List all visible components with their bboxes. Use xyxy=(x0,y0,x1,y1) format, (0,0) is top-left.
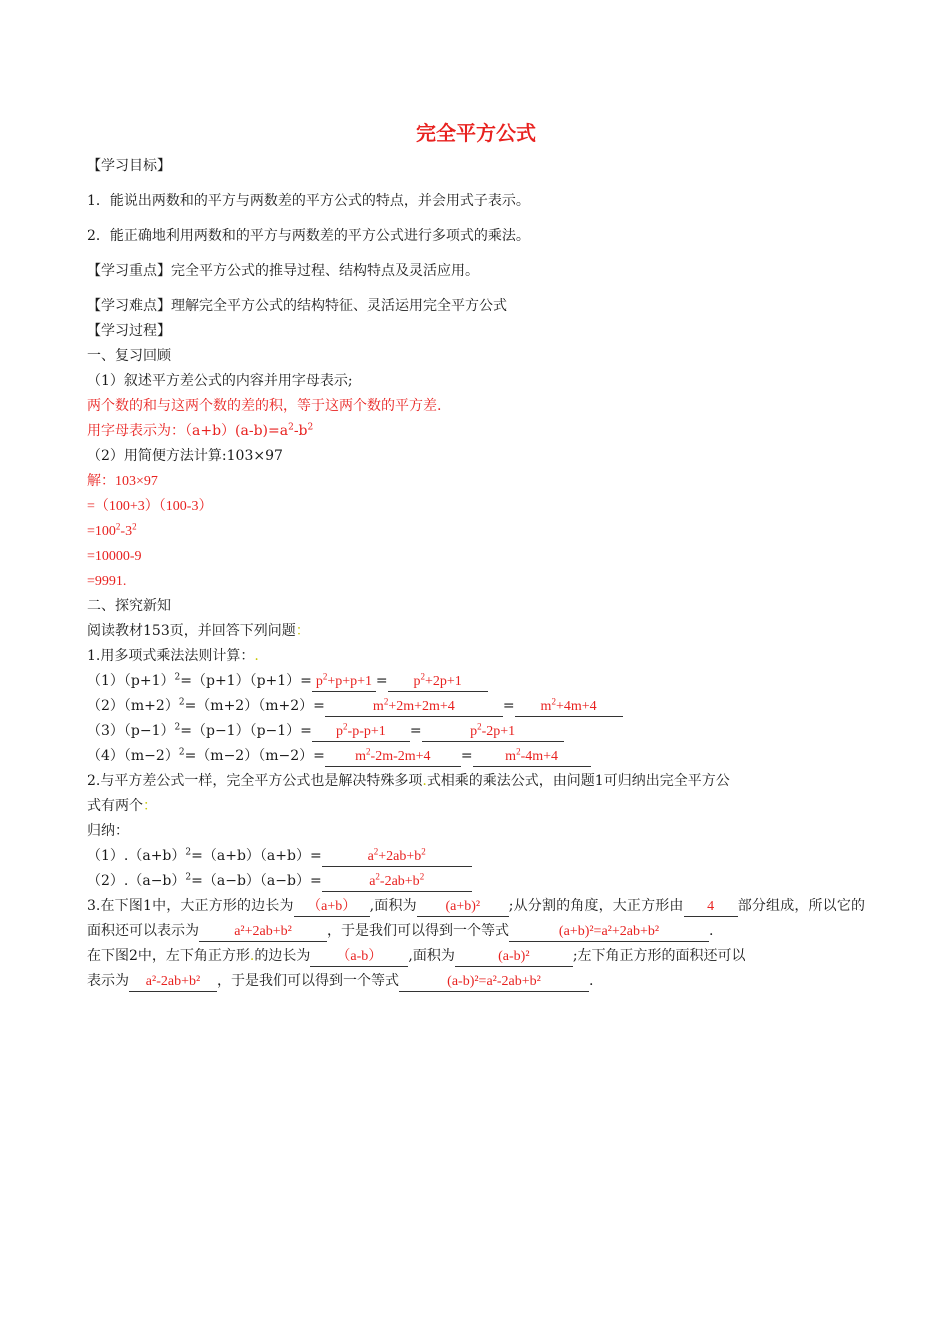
task-3-fig2-text-2: ,面积为 xyxy=(408,948,455,964)
review-question-1: （1）叙述平方差公式的内容并用字母表示; xyxy=(87,373,353,389)
calc-row-3-mid: =（p−1）（p−1）= xyxy=(180,723,312,739)
summary-2-lhs: （2）.（a−b） xyxy=(87,873,186,889)
explore-read-text: 阅读教材153页，并回答下列问题 xyxy=(87,623,296,639)
task-3-blank-expression: a²+2ab+b² xyxy=(199,923,327,942)
task-3-fig2-blank-expression: a²-2ab+b² xyxy=(129,973,217,992)
task-3-fig2-text-6: . xyxy=(589,973,594,989)
letters-prefix: 用字母表示为：（a+b）(a-b)=a xyxy=(87,423,289,439)
task-3-blank-side: （a+b） xyxy=(294,898,370,917)
calc-row-3-lhs: （3）（p−1） xyxy=(87,723,175,739)
task-3-text-4: 部分组成，所以它的面积还可以表示为 xyxy=(87,898,866,939)
solution-line-3: $=100^2-3^2$ xyxy=(87,521,137,539)
calc-row-3: $(3)(p-1)^2=(p-1)(p-1)= p^2-p-p+1 = p^2-2p+1$ xyxy=(87,719,865,744)
solution-line-3b: -3 xyxy=(120,524,133,539)
task-3-fig2-text-4: 表示为 xyxy=(87,973,129,989)
dot-mark: . xyxy=(422,773,427,789)
task-3-figure-1 xyxy=(87,894,865,944)
task-3-fig2-text-1: 在下图2中，左下角正方形 xyxy=(87,948,250,964)
summary-1: $(1).(a+b)^2=(a+b)(a+b)= a^2+2ab+b^2$ xyxy=(87,844,865,869)
summary-1-answer: $a^2+2ab+b^2$ xyxy=(322,848,472,867)
summary-heading: 归纳： xyxy=(87,823,129,839)
objectives-heading: 【学习目标】 xyxy=(87,158,171,174)
key-point: 【学习重点】完全平方公式的推导过程、结构特点及灵活应用。 xyxy=(87,263,479,279)
dot-mark: . xyxy=(254,648,259,664)
explore-heading: 二、探究新知 xyxy=(87,598,171,614)
calc-row-1: $(1)(p+1)^2=(p+1)(p+1)= p^2+p+p+1 =p^2+2p+1$ xyxy=(87,669,865,694)
task-3-text-2: ,面积为 xyxy=(369,898,417,914)
difficulty: 【学习难点】理解完全平方公式的结构特征、灵活运用完全平方公式 xyxy=(87,298,507,314)
solution-line-2: =（100+3）（100-3） xyxy=(87,499,213,514)
task-3-blank-parts: 4 xyxy=(684,898,738,917)
task-3-text-1: 3.在下图1中，大正方形的边长为 xyxy=(87,898,294,914)
calc-row-4-lhs: （4）（m−2） xyxy=(87,748,179,764)
task-2-line-2 xyxy=(87,794,865,819)
calc-row-2: $(2)(m+2)^2=(m+2)(m+2)= m^2+2m+2m+4 = m^2+4m+4$ xyxy=(87,694,865,719)
task-3-figure-2 xyxy=(87,944,865,994)
summary-2-mid: =（a−b）（a−b）= xyxy=(191,873,322,889)
task-2-line-1 xyxy=(87,769,865,794)
worksheet-page xyxy=(87,118,865,994)
review-answer-1: 两个数的和与这两个数的差的积，等于这两个数的平方差. xyxy=(87,398,442,414)
calc-row-3-answer-2: $p^2-2p+1$ xyxy=(422,723,564,742)
task-2-text-a: 2.与平方差公式一样，完全平方公式也是解决特殊多项 xyxy=(87,773,423,789)
objective-item-1: 1．能说出两数和的平方与两数差的平方公式的特点，并会用式子表示。 xyxy=(87,193,530,209)
letters-mid: -b xyxy=(293,423,308,439)
summary-2-answer: $a^2-2ab+b^2$ xyxy=(322,873,472,892)
calc-row-2-answer-1: $m^2+2m+2m+4$ xyxy=(325,698,503,717)
calc-row-1-mid: =（p+1）（p+1）= xyxy=(180,673,312,689)
solution-line-4: =10000-9 xyxy=(87,549,142,564)
calc-row-4: $(4)(m-2)^2=(m-2)(m-2)= m^2-2m-2m+4 = m^2-4m+4$ xyxy=(87,744,865,769)
task-1 xyxy=(87,644,865,669)
review-question-2: （2）用简便方法计算:103×97 xyxy=(87,448,283,464)
task-3-text-3: ;从分割的角度，大正方形由 xyxy=(508,898,684,914)
process-heading: 【学习过程】 xyxy=(87,323,171,339)
summary-1-lhs: （1）.（a+b） xyxy=(87,848,186,864)
calc-row-1-answer-2: $p^2+2p+1$ xyxy=(388,673,488,692)
task-3-fig2-text-3: ;左下角正方形的面积还可以 xyxy=(572,948,746,964)
calc-row-2-lhs: （2）（m+2） xyxy=(87,698,179,714)
task-3-fig2-blank-area: (a-b)² xyxy=(455,948,573,967)
task-3-blank-area: (a+b)² xyxy=(417,898,509,917)
review-answer-letters: 用字母表示为：$(a+b)(a-b)=a^2-b^2$ xyxy=(87,422,314,439)
task-2-text-b: 式相乘的乘法公式，由问题1可归纳出完全平方公 xyxy=(426,773,730,789)
task-3-fig2-text-1b: 的边长为 xyxy=(254,948,311,964)
task-2-text-c: 式有两个 xyxy=(87,798,143,814)
explore-read xyxy=(87,619,865,644)
calc-row-4-answer-1: $m^2-2m-2m+4$ xyxy=(325,748,461,767)
solution-line-1: 解：103×97 xyxy=(87,474,158,489)
summary-1-mid: =（a+b）（a+b）= xyxy=(191,848,322,864)
review-heading: 一、复习回顾 xyxy=(87,348,171,364)
calc-row-4-answer-2: $m^2-4m+4$ xyxy=(473,748,591,767)
task-2-text-d: ： xyxy=(143,798,157,814)
page-title: 完全平方公式 xyxy=(416,121,536,145)
task-3-fig2-text-5: ，于是我们可以得到一个等式 xyxy=(217,973,399,989)
calc-row-2-answer-2: $m^2+4m+4$ xyxy=(515,698,623,717)
calc-row-4-mid: =（m−2）（m−2）= xyxy=(184,748,325,764)
objective-item-2: 2．能正确地利用两数和的平方与两数差的平方公式进行多项式的乘法。 xyxy=(87,228,530,244)
task-3-fig2-blank-side: （a-b） xyxy=(310,948,408,967)
task-3-fig2-blank-equation: (a-b)²=a²-2ab+b² xyxy=(399,973,589,992)
calc-row-2-mid: =（m+2）（m+2）= xyxy=(184,698,325,714)
dot-mark: . xyxy=(249,948,255,964)
calc-row-1-answer-1: $p^2+p+p+1$ xyxy=(312,673,376,692)
task-3-text-5: ，于是我们可以得到一个等式 xyxy=(327,923,509,939)
task-3-text-6: . xyxy=(709,923,714,939)
explore-read-end: ： xyxy=(295,623,310,639)
calc-row-3-answer-1: $p^2-p-p+1$ xyxy=(312,723,410,742)
task-1-text: 1.用多项式乘法法则计算： xyxy=(87,648,255,664)
calc-row-1-lhs: （1）（p+1） xyxy=(87,673,175,689)
summary-2: $(2).(a-b)^2=(a-b)(a-b)= a^2-2ab+b^2$ xyxy=(87,869,865,894)
task-3-blank-equation: (a+b)²=a²+2ab+b² xyxy=(509,923,709,942)
solution-line-3a: =100 xyxy=(87,524,116,539)
solution-line-5: =9991. xyxy=(87,574,127,589)
